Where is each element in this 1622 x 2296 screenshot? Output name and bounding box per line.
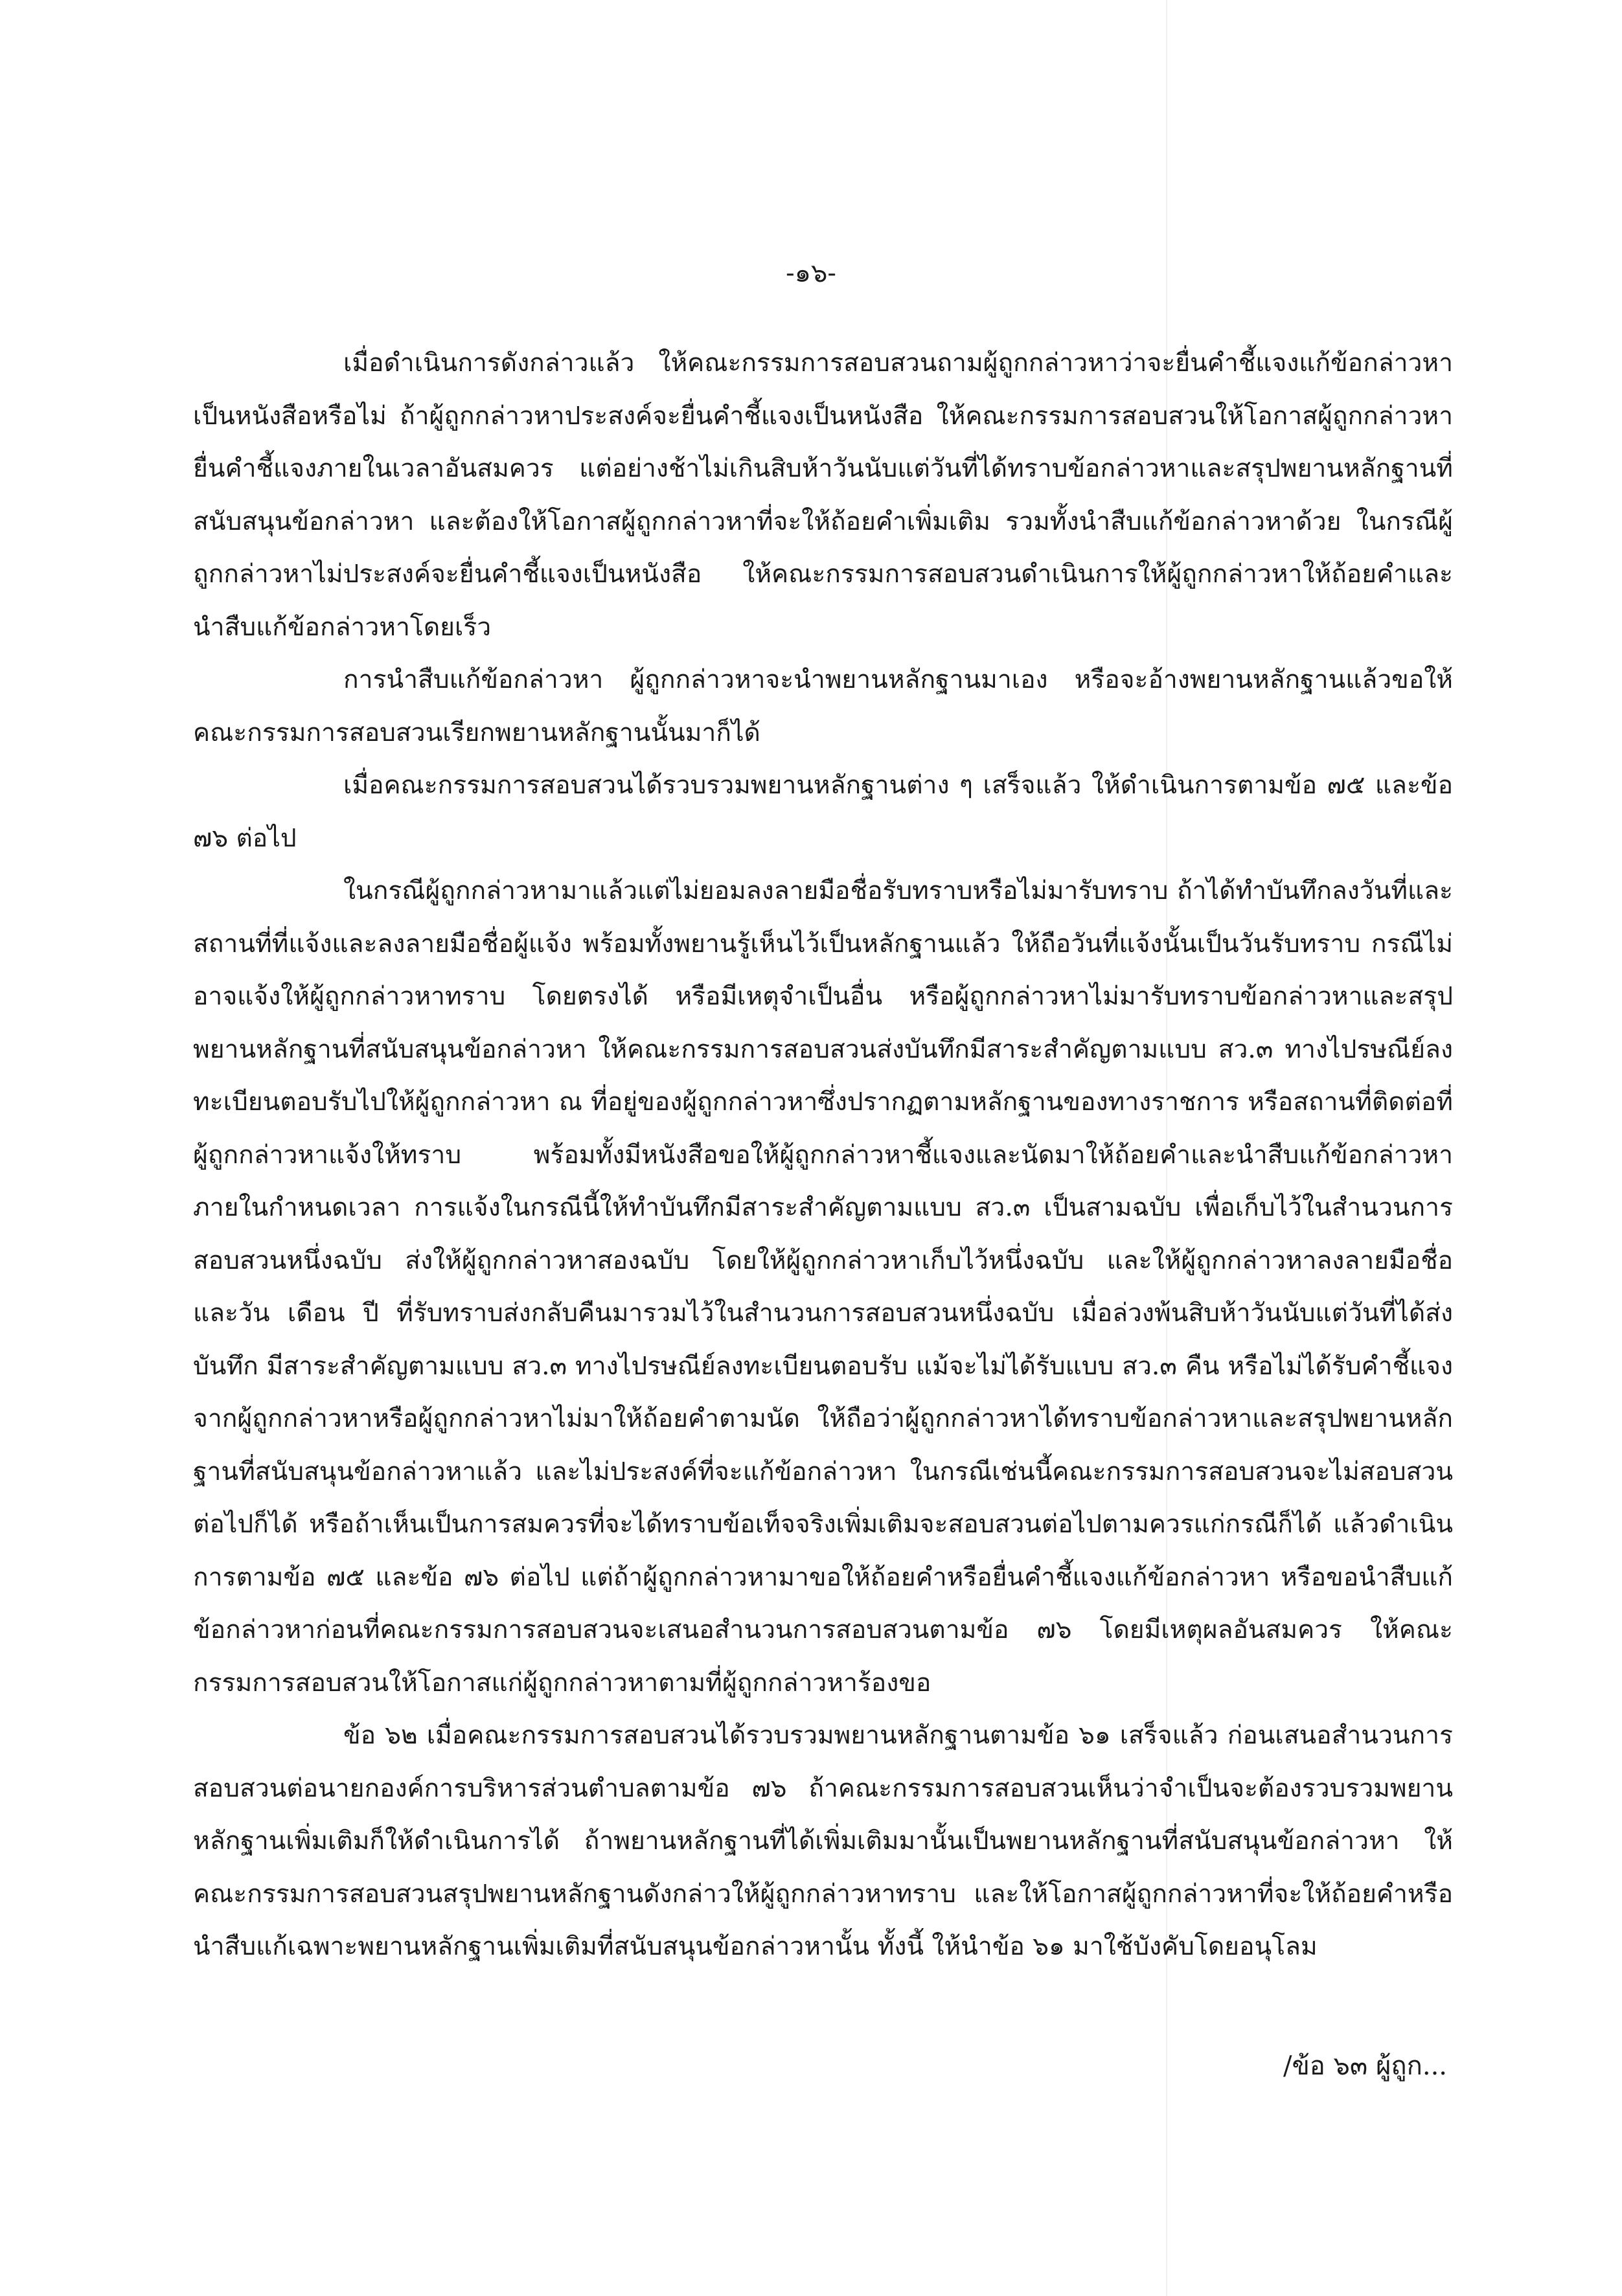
paragraph-proceed-75-76: เมื่อคณะกรรมการสอบสวนได้รวบรวมพยานหลักฐานต่าง ๆ เสร็จแล้ว ให้ดำเนินการตามข้อ ๗๕ และข้อ ๗๖ ต่อไป [193,771,1453,853]
footer-continuation: /ข้อ ๖๓ ผู้ถูก... [1283,2051,1447,2081]
paragraph-clause-62: ข้อ ๖๒ เมื่อคณะกรรมการสอบสวนได้รวบรวมพยานหลักฐานตามข้อ ๖๑ เสร็จแล้ว ก่อนเสนอสำนวนการสอบสวนต่อนายกองค์การบริหารส่วนตำบลตามข้อ ๗๖ ถ้าคณะกรรมการสอบสวนเห็นว่าจำเป็นจะต้องรวบรวมพยานหลักฐานเพิ่มเติมก็ให้ดำเนินการได้ ถ้าพยานหลักฐานที่ได้เพิ่มเติมมานั้นเป็นพยานหลักฐานที่สนับสนุนข้อกล่าวหา ให้คณะกรรมการสอบสวนสรุปพยานหลักฐานดังกล่าวให้ผู้ถูกกล่าวหาทราบ และให้โอกาสผู้ถูกกล่าวหาที่จะให้ถ้อยคำหรือนำสืบแก้เฉพาะพยานหลักฐานเพิ่มเติมที่สนับสนุนข้อกล่าวหานั้น ทั้งนี้ ให้นำข้อ ๖๑ มาใช้บังคับโดยอนุโลม [193,1721,1453,1961]
paragraph-notification-procedure: ในกรณีผู้ถูกกล่าวหามาแล้วแต่ไม่ยอมลงลายมือชื่อรับทราบหรือไม่มารับทราบ ถ้าได้ทำบันทึกลงวันที่และสถานที่ที่แจ้งและลงลายมือชื่อผู้แจ้ง พร้อมทั้งพยานรู้เห็นไว้เป็นหลักฐานแล้ว ให้ถือวันที่แจ้งนั้นเป็นวันรับทราบ กรณีไม่อาจแจ้งให้ผู้ถูกกล่าวหาทราบ โดยตรงได้ หรือมีเหตุจำเป็นอื่น หรือผู้ถูกกล่าวหาไม่มารับทราบข้อกล่าวหาและสรุปพยานหลักฐานที่สนับสนุนข้อกล่าวหา ให้คณะกรรมการสอบสวนส่งบันทึกมีสาระสำคัญตามแบบ สว.๓ ทางไปรษณีย์ลงทะเบียนตอบรับไปให้ผู้ถูกกล่าวหา ณ ที่อยู่ของผู้ถูกกล่าวหาซึ่งปรากฏตามหลักฐานของทางราชการ หรือสถานที่ติดต่อที่ผู้ถูกกล่าวหาแจ้งให้ทราบ พร้อมทั้งมีหนังสือขอให้ผู้ถูกกล่าวหาชี้แจงและนัดมาให้ถ้อยคำและนำสืบแก้ข้อกล่าวหาภายในกำหนดเวลา การแจ้งในกรณีนี้ให้ทำบันทึกมีสาระสำคัญตามแบบ สว.๓ เป็นสามฉบับ เพื่อเก็บไว้ในสำนวนการสอบสวนหนึ่งฉบับ ส่งให้ผู้ถูกกล่าวหาสองฉบับ โดยให้ผู้ถูกกล่าวหาเก็บไว้หนึ่งฉบับ และให้ผู้ถูกกล่าวหาลงลายมือชื่อ และวัน เดือน ปี ที่รับทราบส่งกลับคืนมารวมไว้ในสำนวนการสอบสวนหนึ่งฉบับ เมื่อล่วงพ้นสิบห้าวันนับแต่วันที่ได้ส่งบันทึก มีสาระสำคัญตามแบบ สว.๓ ทางไปรษณีย์ลงทะเบียนตอบรับ แม้จะไม่ได้รับแบบ สว.๓ คืน หรือไม่ได้รับคำชี้แจงจากผู้ถูกกล่าวหาหรือผู้ถูกกล่าวหาไม่มาให้ถ้อยคำตามนัด ให้ถือว่าผู้ถูกกล่าวหาได้ทราบข้อกล่าวหาและสรุปพยานหลักฐานที่สนับสนุนข้อกล่าวหาแล้ว และไม่ประสงค์ที่จะแก้ข้อกล่าวหา ในกรณีเช่นนี้คณะกรรมการสอบสวนจะไม่สอบสวนต่อไปก็ได้ หรือถ้าเห็นเป็นการสมควรที่จะได้ทราบข้อเท็จจริงเพิ่มเติมจะสอบสวนต่อไปตามควรแก่กรณีก็ได้ แล้วดำเนินการตามข้อ ๗๕ และข้อ ๗๖ ต่อไป แต่ถ้าผู้ถูกกล่าวหามาขอให้ถ้อยคำหรือยื่นคำชี้แจงแก้ข้อกล่าวหา หรือขอนำสืบแก้ข้อกล่าวหาก่อนที่คณะกรรมการสอบสวนจะเสนอสำนวนการสอบสวนตามข้อ ๗๖ โดยมีเหตุผลอันสมควร ให้คณะกรรมการสอบสวนให้โอกาสแก่ผู้ถูกกล่าวหาตามที่ผู้ถูกกล่าวหาร้องขอ [193,876,1453,1698]
body-text [193,337,1453,1973]
page-number: -๑๖- [786,258,836,288]
paragraph-evidence-rebuttal: การนำสืบแก้ข้อกล่าวหา ผู้ถูกกล่าวหาจะนำพยานหลักฐานมาเอง หรือจะอ้างพยานหลักฐานแล้วขอให้คณะกรรมการสอบสวนเรียกพยานหลักฐานนั้นมาก็ได้ [193,665,1453,747]
paragraph-written-response: เมื่อดำเนินการดังกล่าวแล้ว ให้คณะกรรมการสอบสวนถามผู้ถูกกล่าวหาว่าจะยื่นคำชี้แจงแก้ข้อกล่าวหาเป็นหนังสือหรือไม่ ถ้าผู้ถูกกล่าวหาประสงค์จะยื่นคำชี้แจงเป็นหนังสือ ให้คณะกรรมการสอบสวนให้โอกาสผู้ถูกกล่าวหายื่นคำชี้แจงภายในเวลาอันสมควร แต่อย่างช้าไม่เกินสิบห้าวันนับแต่วันที่ได้ทราบข้อกล่าวหาและสรุปพยานหลักฐานที่สนับสนุนข้อกล่าวหา และต้องให้โอกาสผู้ถูกกล่าวหาที่จะให้ถ้อยคำเพิ่มเติม รวมทั้งนำสืบแก้ข้อกล่าวหาด้วย ในกรณีผู้ถูกกล่าวหาไม่ประสงค์จะยื่นคำชี้แจงเป็นหนังสือ ให้คณะกรรมการสอบสวนดำเนินการให้ผู้ถูกกล่าวหาให้ถ้อยคำและนำสืบแก้ข้อกล่าวหาโดยเร็ว [193,348,1453,642]
